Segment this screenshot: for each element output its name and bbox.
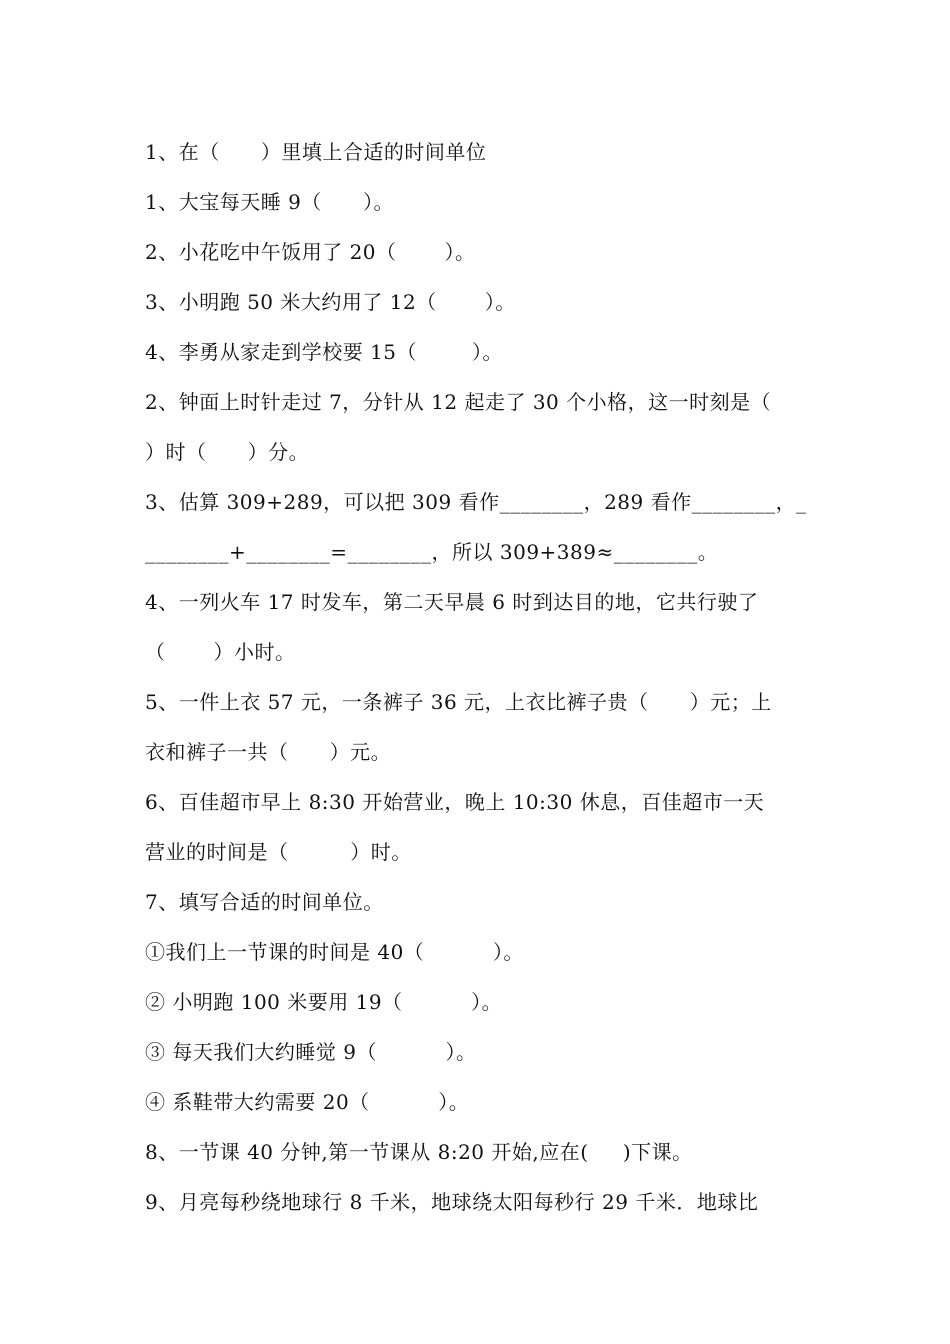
question-9-line-1: 9、月亮每秒绕地球行 8 千米，地球绕太阳每秒行 29 千米．地球比 bbox=[145, 1190, 759, 1214]
question-7-item-4: ④ 系鞋带大约需要 20（ ）。 bbox=[145, 1090, 470, 1114]
question-5-line-1: 5、一件上衣 57 元，一条裤子 36 元，上衣比裤子贵（ ）元；上 bbox=[145, 690, 772, 714]
question-1-4: 4、李勇从家走到学校要 15（ ）。 bbox=[145, 340, 503, 364]
question-7-item-2: ② 小明跑 100 米要用 19（ ）。 bbox=[145, 990, 503, 1014]
question-7-heading: 7、填写合适的时间单位。 bbox=[145, 890, 384, 914]
question-1-3: 3、小明跑 50 米大约用了 12（ ）。 bbox=[145, 290, 516, 314]
question-4-line-1: 4、一列火车 17 时发车，第二天早晨 6 时到达目的地，它共行驶了 bbox=[145, 590, 759, 614]
question-1-1: 1、大宝每天睡 9（ ）。 bbox=[145, 190, 394, 214]
worksheet-content bbox=[145, 132, 810, 1232]
question-4-line-2: （ ）小时。 bbox=[145, 640, 296, 664]
question-2-line-2: ）时（ ）分。 bbox=[145, 440, 310, 464]
question-8: 8、一节课 40 分钟,第一节课从 8:20 开始,应在( )下课。 bbox=[145, 1140, 693, 1164]
question-6-line-1: 6、百佳超市早上 8:30 开始营业，晚上 10:30 休息，百佳超市一天 bbox=[145, 790, 765, 814]
question-3-line-2: ________+________=________，所以 309+389≈________。 bbox=[145, 540, 719, 564]
question-5-line-2: 衣和裤子一共（ ）元。 bbox=[145, 740, 392, 764]
section-1-heading: 1、在（ ）里填上合适的时间单位 bbox=[145, 140, 487, 164]
question-7-item-1: ①我们上一节课的时间是 40（ ）。 bbox=[145, 940, 524, 964]
question-3-line-1: 3、估算 309+289，可以把 309 看作________，289 看作________，_ bbox=[145, 490, 807, 514]
question-1-2: 2、小花吃中午饭用了 20（ ）。 bbox=[145, 240, 476, 264]
question-7-item-3: ③ 每天我们大约睡觉 9（ ）。 bbox=[145, 1040, 477, 1064]
question-6-line-2: 营业的时间是（ ）时。 bbox=[145, 840, 412, 864]
question-2-line-1: 2、钟面上时针走过 7，分针从 12 起走了 30 个小格，这一时刻是（ bbox=[145, 390, 772, 414]
